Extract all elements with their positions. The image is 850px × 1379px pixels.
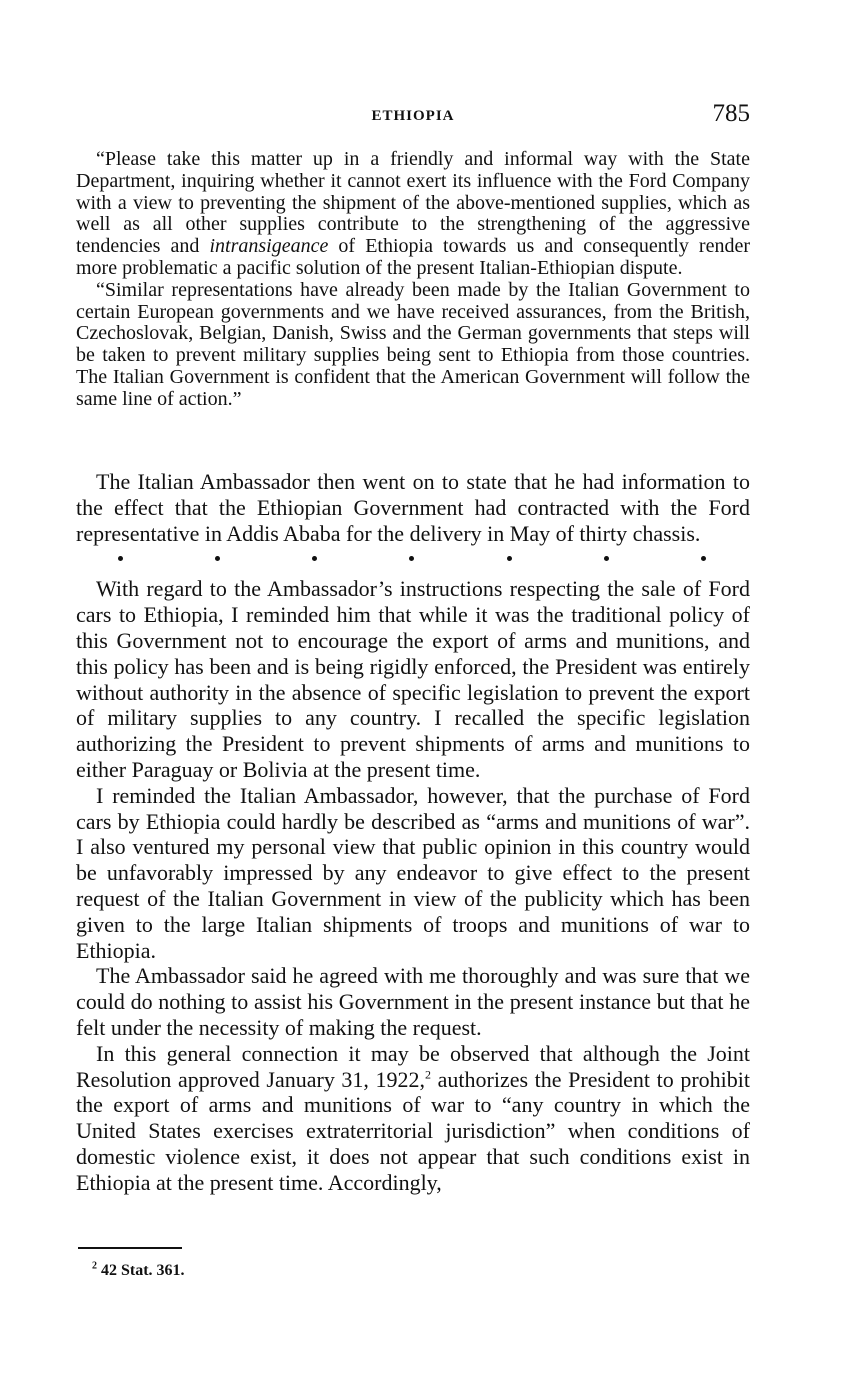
- body-paragraph: [76, 1041, 750, 1196]
- quote-italic-word: intransigeance: [209, 235, 329, 258]
- footnote-reference: 2: [425, 1067, 432, 1082]
- footnote: [92, 1262, 185, 1280]
- body-text-span: authorizes the President to prohibit the export of arms and munitions of war to “any country in which the United States exercises extraterritorial jurisdiction” when conditions of domestic violence exist, it does not appear that such conditions exist in Ethiopia at the present time. Accordingly,: [76, 1066, 751, 1195]
- omission-ellipsis: [76, 546, 750, 576]
- ellipsis-dot: [118, 556, 123, 561]
- ellipsis-dot: [701, 556, 706, 561]
- quoted-telegram: [76, 149, 750, 411]
- running-head: ETHIOPIA: [371, 108, 455, 124]
- quote-paragraph: “Similar representations have already been made by the Italian Government to certain European governments and we have received assurances, from the British, Czechoslovak, Belgian, Danish, Swiss and the German governments that steps will be taken to prevent military supplies being sent to Ethiopia from those countries. The Italian Government is confident that the American Government will follow the same line of action.”: [76, 278, 750, 410]
- ellipsis-dot: [507, 556, 512, 561]
- quote-paragraph: [76, 149, 750, 280]
- body-paragraph: I reminded the Italian Ambassador, however, that the purchase of Ford cars by Ethiopia could hardly be described as “arms and munitions of war”. I also ventured my personal view that public opinion in this country would be unfavorably impressed by any endeavor to give effect to the present request of the Italian Government in view of the publicity which has been given to the large Italian shipments of troops and munitions of war to Ethiopia.: [76, 782, 750, 963]
- ellipsis-dot: [312, 556, 317, 561]
- ellipsis-dot: [215, 556, 220, 561]
- footnote-rule: [78, 1247, 182, 1249]
- ellipsis-dot: [604, 556, 609, 561]
- body-text-span: In this general connection it may be observed that although the Joint Resolution approved January 31, 1922,: [76, 1040, 750, 1092]
- quote-text: “Please take this matter up in a friendly and informal way with the State Department, inquiring whether it cannot exert its influence with the Ford Company with a view to preventing the shipment of the above-mentioned supplies, which as well as all other supplies contribute to the strengthening of the aggressive tendencies and: [76, 148, 750, 258]
- quote-text: of Ethiopia towards us and consequently render more problematic a pacific solution of the present Italian-Ethiopian dispute.: [76, 235, 750, 279]
- body-paragraph: The Italian Ambassador then went on to state that he had information to the effect that the Ethiopian Government had contracted with the Ford representative in Addis Ababa for the delivery in May of thirty chassis.: [76, 469, 750, 546]
- page-number: 785: [712, 100, 750, 127]
- body-text: [76, 469, 750, 1196]
- body-paragraph: The Ambassador said he agreed with me thoroughly and was sure that we could do nothing to assist his Government in the present instance but that he felt under the necessity of making the request.: [76, 963, 750, 1040]
- page-header: [76, 100, 750, 134]
- body-paragraph: With regard to the Ambassador’s instructions respecting the sale of Ford cars to Ethiopia, I reminded him that while it was the traditional policy of this Government not to encourage the export of arms and munitions, and this policy has been and is being rigidly enforced, the President was entirely without authority in the absence of specific legislation to prevent the export of military supplies to any country. I recalled the specific legislation authorizing the President to prevent shipments of arms and munitions to either Paraguay or Bolivia at the present time.: [76, 576, 750, 782]
- footnote-text: 42 Stat. 361.: [101, 1262, 185, 1279]
- footnote-marker: 2: [92, 1260, 97, 1272]
- ellipsis-dot: [409, 556, 414, 561]
